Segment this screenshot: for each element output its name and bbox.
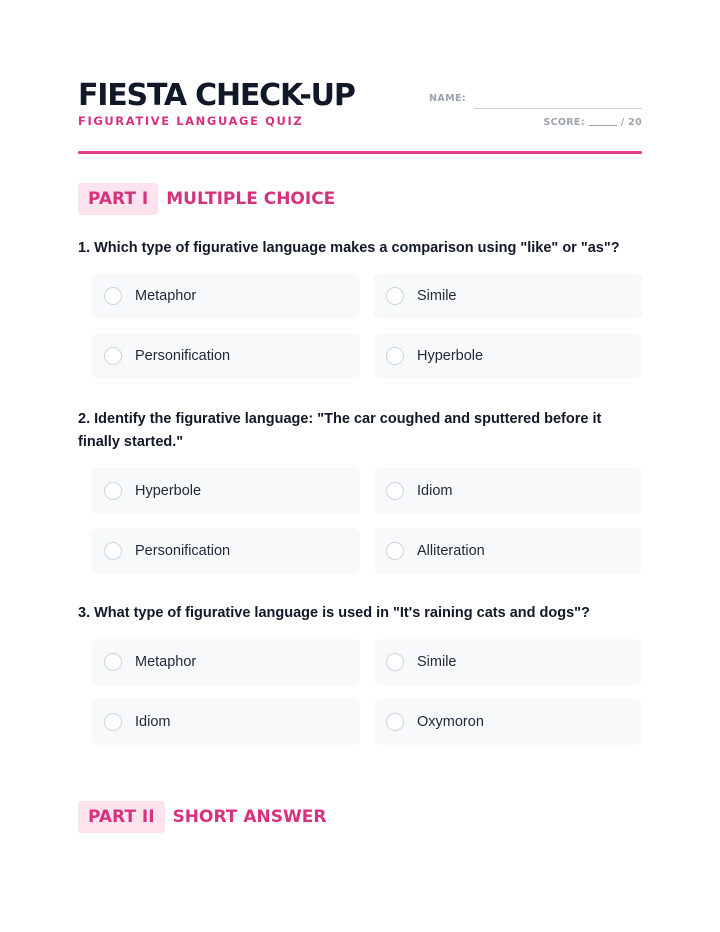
radio-button[interactable]	[104, 482, 122, 500]
header-divider	[78, 151, 642, 154]
radio-button[interactable]	[386, 347, 404, 365]
radio-button[interactable]	[386, 713, 404, 731]
section-heading-part-2	[78, 801, 326, 833]
name-field[interactable]	[474, 108, 642, 109]
question-3-option-b[interactable]	[374, 639, 642, 685]
option-label: Metaphor	[135, 654, 197, 670]
part-title: SHORT ANSWER	[172, 807, 327, 827]
radio-button[interactable]	[386, 653, 404, 671]
option-label: Personification	[135, 348, 231, 364]
question-2-option-c[interactable]	[92, 528, 360, 574]
option-label: Hyperbole	[417, 348, 484, 364]
question-2-option-b[interactable]	[374, 468, 642, 514]
score-label: SCORE:	[543, 117, 585, 128]
score-area	[544, 117, 643, 128]
question-1-text: 1. Which type of figurative language makes a comparison using "like" or "as"?	[78, 240, 620, 256]
radio-button[interactable]	[104, 713, 122, 731]
question-1-option-b[interactable]	[374, 273, 642, 319]
part-title: MULTIPLE CHOICE	[166, 189, 336, 209]
page-subtitle: FIGURATIVE LANGUAGE QUIZ	[78, 114, 304, 128]
radio-button[interactable]	[386, 542, 404, 560]
section-heading-part-1	[78, 183, 335, 215]
question-1-option-d[interactable]	[374, 333, 642, 379]
score-total: / 20	[620, 117, 642, 128]
radio-button[interactable]	[104, 653, 122, 671]
radio-button[interactable]	[104, 287, 122, 305]
question-3-text: 3. What type of figurative language is used in "It's raining cats and dogs"?	[78, 605, 590, 621]
radio-button[interactable]	[386, 482, 404, 500]
option-label: Alliteration	[417, 543, 485, 559]
radio-button[interactable]	[386, 287, 404, 305]
radio-button[interactable]	[104, 347, 122, 365]
option-label: Personification	[135, 543, 231, 559]
question-2-option-d[interactable]	[374, 528, 642, 574]
option-label: Idiom	[417, 483, 453, 499]
score-blank[interactable]	[589, 125, 617, 126]
quiz-header	[78, 78, 642, 138]
question-3-option-d[interactable]	[374, 699, 642, 745]
question-2-text: 2. Identify the figurative language: "The car coughed and sputtered before it finally started."	[78, 411, 602, 450]
part-badge: PART I	[78, 183, 158, 215]
question-1-option-c[interactable]	[92, 333, 360, 379]
name-label: NAME:	[429, 93, 467, 104]
question-2-option-a[interactable]	[92, 468, 360, 514]
option-label: Metaphor	[135, 288, 197, 304]
question-3-option-c[interactable]	[92, 699, 360, 745]
option-label: Simile	[417, 654, 457, 670]
option-label: Hyperbole	[135, 483, 202, 499]
radio-button[interactable]	[104, 542, 122, 560]
part-badge: PART II	[78, 801, 165, 833]
option-label: Simile	[417, 288, 457, 304]
option-label: Idiom	[135, 714, 171, 730]
question-3-option-a[interactable]	[92, 639, 360, 685]
page-title: FIESTA CHECK-UP	[78, 78, 355, 113]
option-label: Oxymoron	[417, 714, 484, 730]
question-1-option-a[interactable]	[92, 273, 360, 319]
